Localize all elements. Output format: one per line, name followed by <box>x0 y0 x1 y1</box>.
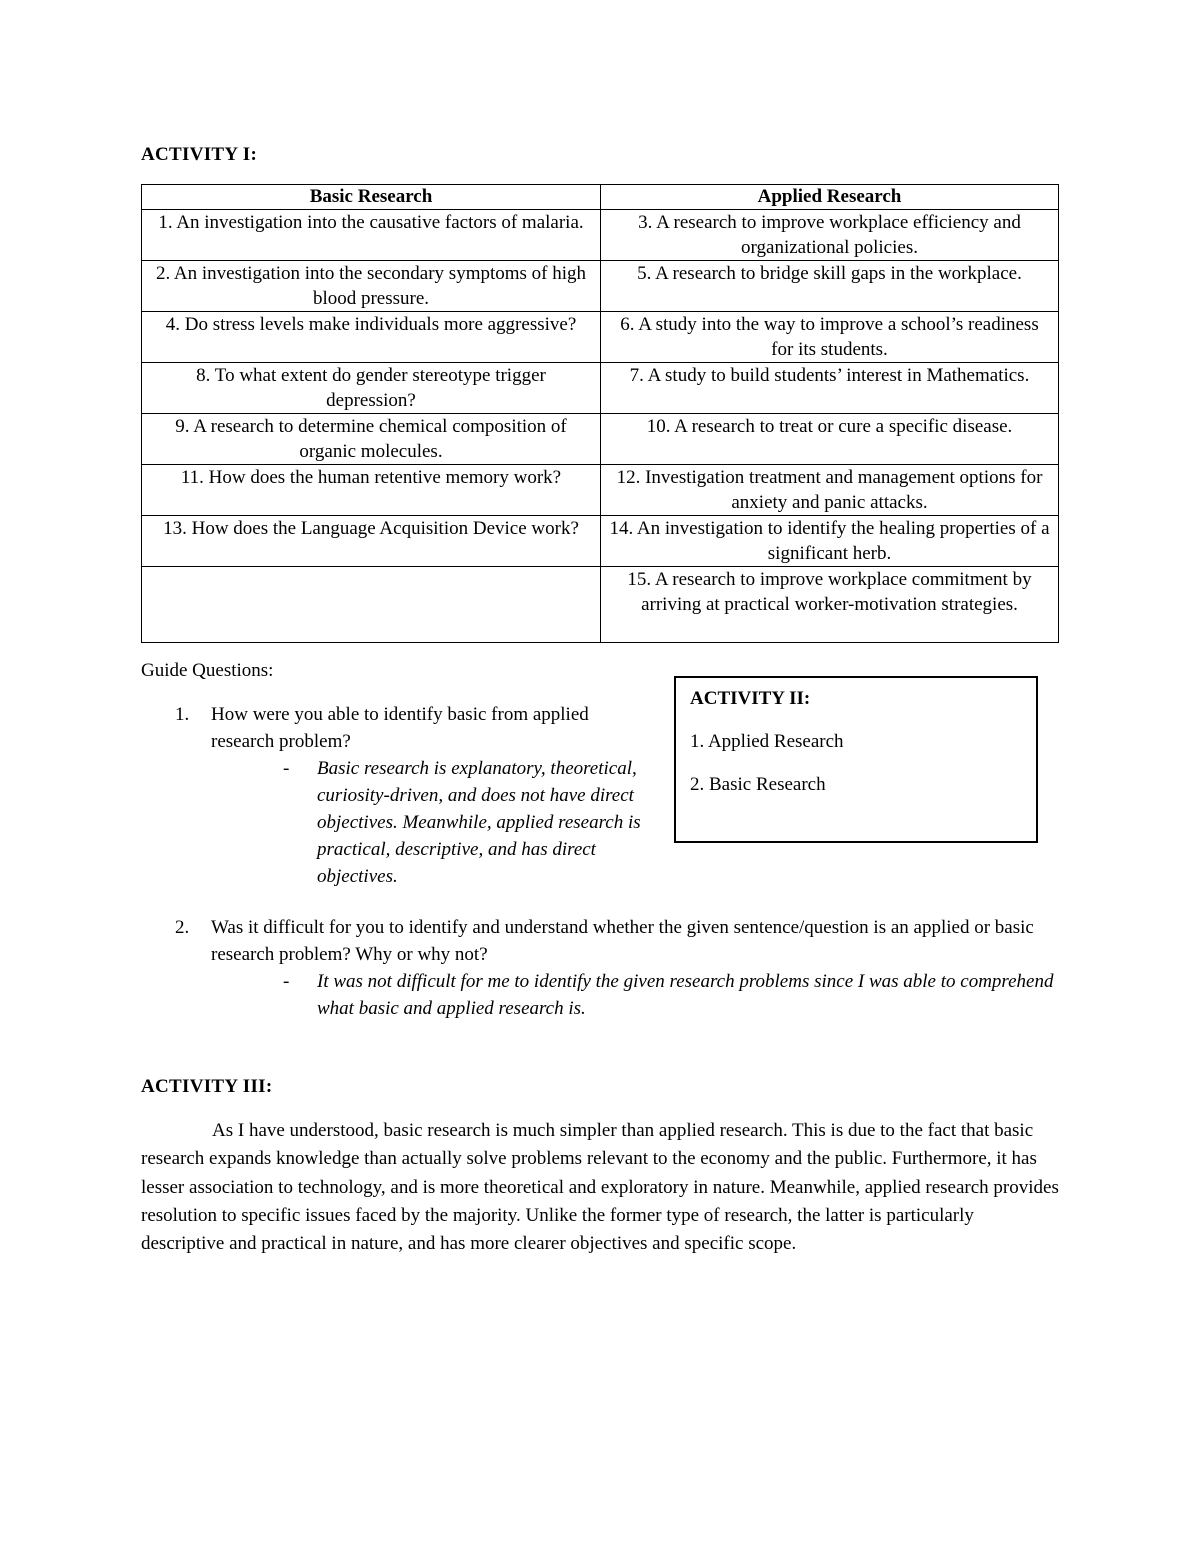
answer-text: Basic research is explanatory, theoretical, curiosity-driven, and does not have direct objectives. Meanwhile, applied research is practical, descriptive, and has direct objectives. <box>317 758 641 887</box>
basic-cell: 13. How does the Language Acquisition Device work? <box>142 516 601 567</box>
table-row <box>142 567 1059 643</box>
applied-cell: 7. A study to build students’ interest in Mathematics. <box>601 363 1059 414</box>
activity-1-heading: ACTIVITY I: <box>141 144 258 165</box>
applied-cell: 14. An investigation to identify the healing properties of a significant herb. <box>601 516 1059 567</box>
question-answer <box>283 968 1077 1022</box>
table-row <box>142 465 1059 516</box>
applied-cell: 3. A research to improve workplace efficiency and organizational policies. <box>601 210 1059 261</box>
activity-3-heading: ACTIVITY III: <box>141 1076 273 1097</box>
applied-cell: 10. A research to treat or cure a specific disease. <box>601 414 1059 465</box>
question-text: How were you able to identify basic from applied research problem? <box>211 704 589 752</box>
question-answer <box>283 755 657 890</box>
applied-cell: 5. A research to bridge skill gaps in the workplace. <box>601 261 1059 312</box>
applied-cell: 6. A study into the way to improve a school’s readiness for its students. <box>601 312 1059 363</box>
activity-2-item: 2. Basic Research <box>690 774 826 795</box>
table-row <box>142 261 1059 312</box>
research-table <box>141 184 1059 643</box>
activity-2-heading: ACTIVITY II: <box>690 688 811 709</box>
answer-dash: - <box>283 971 290 992</box>
basic-cell: 9. A research to determine chemical composition of organic molecules. <box>142 414 601 465</box>
table-row <box>142 312 1059 363</box>
basic-cell: 4. Do stress levels make individuals more aggressive? <box>142 312 601 363</box>
basic-cell: 1. An investigation into the causative factors of malaria. <box>142 210 601 261</box>
question-number: 2. <box>175 917 190 938</box>
applied-cell: 12. Investigation treatment and management options for anxiety and panic attacks. <box>601 465 1059 516</box>
table-header-row <box>142 185 1059 210</box>
answer-text: It was not difficult for me to identify the given research problems since I was able to comprehend what basic and applied research is. <box>317 971 1054 1019</box>
applied-cell: 15. A research to improve workplace commitment by arriving at practical worker-motivation strategies. <box>601 567 1059 643</box>
basic-cell-empty <box>142 567 601 643</box>
answer-dash: - <box>283 758 290 779</box>
activity-3-paragraph: As I have understood, basic research is much simpler than applied research. This is due to the fact that basic research expands knowledge than actually solve problems relevant to the economy and the public. Furthermore, it has lesser association to technology, and is more theoretical and exploratory in nature. Meanwhile, applied research provides resolution to specific issues faced by the majority. Unlike the former type of research, the latter is particularly descriptive and practical in nature, and has more clearer objectives and specific scope. <box>141 1120 1059 1255</box>
basic-cell: 8. To what extent do gender stereotype trigger depression? <box>142 363 601 414</box>
guide-questions-title: Guide Questions: <box>141 660 274 681</box>
question-number: 1. <box>175 704 190 725</box>
table-row <box>142 363 1059 414</box>
basic-cell: 11. How does the human retentive memory work? <box>142 465 601 516</box>
table-row <box>142 516 1059 567</box>
table-row <box>142 414 1059 465</box>
header-basic-research: Basic Research <box>142 185 601 210</box>
activity-2-item: 1. Applied Research <box>690 731 844 752</box>
question-text: Was it difficult for you to identify and understand whether the given sentence/question is an applied or basic research problem? Why or why not? <box>211 917 1034 965</box>
activity-2-box <box>674 676 1038 843</box>
table-row <box>142 210 1059 261</box>
header-applied-research: Applied Research <box>601 185 1059 210</box>
basic-cell: 2. An investigation into the secondary symptoms of high blood pressure. <box>142 261 601 312</box>
